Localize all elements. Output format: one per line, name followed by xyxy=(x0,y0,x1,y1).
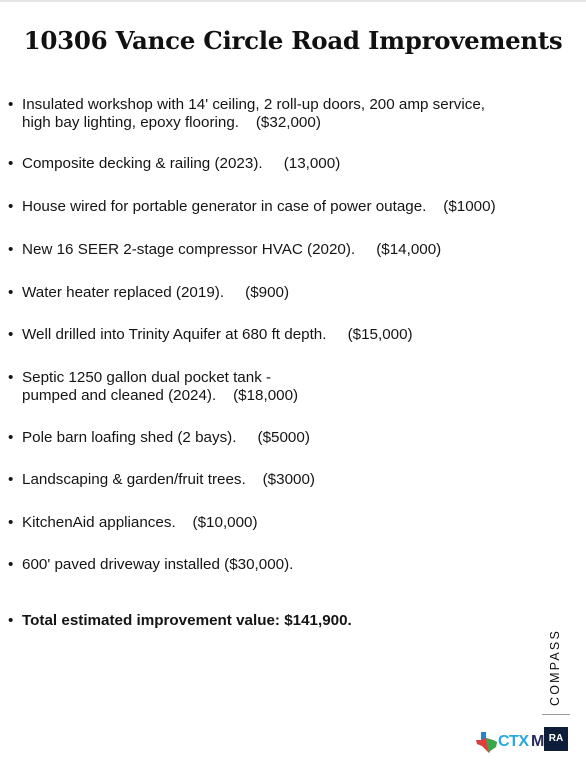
bullet: • xyxy=(8,612,14,629)
item-text: pumped and cleaned (2024). ($18,000) xyxy=(22,386,299,404)
compass-logo xyxy=(548,630,566,710)
logo-divider xyxy=(542,714,570,715)
item-text: Composite decking & railing (2023). (13,000) xyxy=(22,155,341,172)
item-text: Septic 1250 gallon dual pocket tank - xyxy=(22,369,272,386)
item-text: Landscaping & garden/fruit trees. ($3000) xyxy=(22,471,315,488)
texas-icon xyxy=(475,731,499,753)
item-text: KitchenAid appliances. ($10,000) xyxy=(22,514,258,531)
bullet: • xyxy=(8,514,14,531)
ra-logo: RA xyxy=(544,727,568,751)
item-text: Well drilled into Trinity Aquifer at 680 ft depth. ($15,000) xyxy=(22,326,413,343)
bullet: • xyxy=(8,96,14,113)
bullet: • xyxy=(8,471,14,488)
bullet: • xyxy=(8,556,14,573)
top-border xyxy=(0,0,586,2)
bullet: • xyxy=(8,241,14,258)
bullet: • xyxy=(8,284,14,301)
bullet: • xyxy=(8,429,14,446)
item-text: 600' paved driveway installed ($30,000). xyxy=(22,556,294,573)
bullet: • xyxy=(8,326,14,343)
item-text: high bay lighting, epoxy flooring. ($32,000) xyxy=(22,113,321,131)
item-text: Pole barn loafing shed (2 bays). ($5000) xyxy=(22,429,310,446)
item-text: House wired for portable generator in case of power outage. ($1000) xyxy=(22,198,496,215)
mls-wordmark: M xyxy=(531,733,545,750)
bullet: • xyxy=(8,155,14,172)
item-text: New 16 SEER 2-stage compressor HVAC (2020). ($14,000) xyxy=(22,241,442,258)
bullet: • xyxy=(8,369,14,386)
bullet: • xyxy=(8,198,14,215)
compass-wordmark: COMPASS xyxy=(548,629,562,706)
item-text: Water heater replaced (2019). ($900) xyxy=(22,284,290,301)
total-text: Total estimated improvement value: $141,900. xyxy=(22,612,352,629)
item-text: Insulated workshop with 14' ceiling, 2 roll-up doors, 200 amp service, xyxy=(22,96,485,113)
ctx-wordmark: CTX xyxy=(498,733,529,750)
page-title: 10306 Vance Circle Road Improvements xyxy=(23,26,563,55)
